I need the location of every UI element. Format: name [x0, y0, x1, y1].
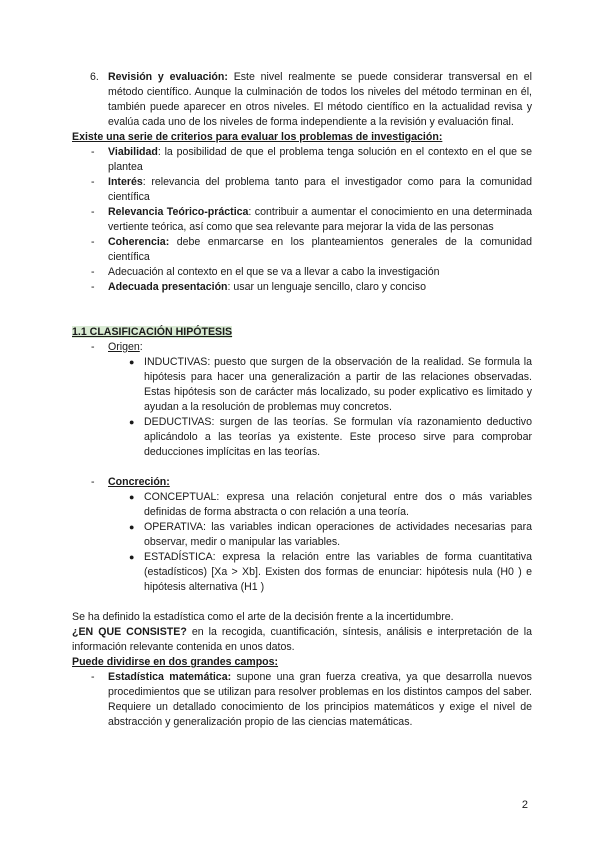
field-label: Estadística matemática: — [108, 671, 232, 683]
criteria-text: : relevancia del problema tanto para el investigador como para la comunidad científica — [108, 176, 532, 203]
concrecion-item-conceptual: ● CONCEPTUAL: expresa una relación conjetural entre dos o más variables definidas de forma abstracta o con relación a una teoría. — [129, 491, 532, 518]
origen-header: - Origen: — [91, 341, 143, 353]
concrecion-item-operativa: ● OPERATIVA: las variables indican operaciones de actividades necesarias para observar, medir o manipular las variables. — [129, 521, 532, 548]
page-number: 2 — [521, 799, 528, 811]
origen-item-inductivas: ● INDUCTIVAS: puesto que surgen de la observación de la realidad. Se formula la hipótesis para hacer una generalización a partir de las relaciones observadas. Estas hipótesis son de carácter más localizado, su poder explicativo es limitado y ayudan a la resolución de problemas muy concretos. — [129, 356, 532, 413]
concrecion-header: - Concreción: — [91, 476, 170, 488]
field-item-matematica: - Estadística matemática: supone una gran fuerza creativa, ya que desarrolla nuevos procedimientos que se utilizan para resolver problemas en los distintos campos del saber. Requiere un detallado conocimiento de los principios matemáticos y exige el nivel de abstracción y generalización propio de las ciencias matemáticas. — [91, 671, 532, 728]
statistics-question: ¿EN QUE CONSISTE? en la recogida, cuantificación, síntesis, análisis e interpretación de la información relevante contenida en unos datos. — [72, 626, 532, 653]
criteria-text: Adecuación al contexto en el que se va a llevar a cabo la investigación — [108, 266, 440, 278]
criteria-label: Relevancia Teórico-práctica — [108, 206, 249, 218]
origen-label: Origen — [108, 341, 140, 353]
criteria-text: : contribuir a aumentar el conocimiento en una determinada vertiente teórica, así como que sea relevante para mejorar la vida de las personas — [108, 206, 532, 233]
criteria-item-presentacion: - Adecuada presentación: usar un lenguaje sencillo, claro y conciso — [91, 281, 426, 293]
criteria-list — [72, 145, 532, 295]
item-text: Este nivel realmente se puede considerar transversal en el método científico. Aunque la culminación de todos los niveles del método terminan en él, también puede aparecer en otros niveles. El método científico en la actualidad revisa y evalúa cada uno de los niveles de forma independiente a la revisión y evaluación final. — [108, 71, 532, 128]
criteria-label: Interés — [108, 176, 143, 188]
criteria-text: debe enmarcarse en los planteamientos generales de la comunidad científica — [108, 236, 532, 263]
criteria-item-relevancia: - Relevancia Teórico-práctica: contribuir a aumentar el conocimiento en una determinada vertiente teórica, así como que sea relevante para mejorar la vida de las personas — [91, 206, 532, 233]
criteria-text: : la posibilidad de que el problema tenga solución en el contexto en el que se plantea — [108, 146, 532, 173]
question-label: ¿EN QUE CONSISTE? — [72, 626, 187, 638]
item-number: 6. — [90, 71, 99, 83]
criteria-item-interes: - Interés: relevancia del problema tanto para el investigador como para la comunidad científica — [91, 176, 532, 203]
criteria-text: : usar un lenguaje sencillo, claro y conciso — [227, 281, 426, 293]
item-title: Revisión y evaluación: — [108, 71, 228, 83]
origen-item-deductivas: ● DEDUCTIVAS: surgen de las teorías. Se formulan vía razonamiento deductivo aplicándolo a las teorías ya existente. Este proceso sirve para comprobar deducciones implícitas en las teorías. — [129, 416, 532, 458]
concrecion-label: Concreción: — [108, 476, 170, 488]
criteria-label: Coherencia: — [108, 236, 170, 248]
criteria-item-adecuacion: - Adecuación al contexto en el que se va a llevar a cabo la investigación — [91, 266, 440, 278]
fields-heading: Puede dividirse en dos grandes campos: — [72, 656, 279, 668]
section-title: 1.1 CLASIFICACIÓN HIPÓTESIS — [72, 326, 233, 338]
concrecion-item-estadistica: ● ESTADÍSTICA: expresa la relación entre las variables de forma cuantitativa (estadísticos) [Xa > Xb]. Existen dos formas de enunciar: hipótesis nula (H0 ) e hipótesis alternativa (H1 ) — [129, 551, 532, 593]
page-content — [72, 70, 532, 730]
statistics-definition: Se ha definido la estadística como el arte de la decisión frente a la incertidumbre. — [72, 611, 454, 623]
criteria-label: Viabilidad — [108, 146, 158, 158]
criteria-item-viabilidad: - Viabilidad: la posibilidad de que el problema tenga solución en el contexto en el que se plantea — [91, 146, 532, 173]
numbered-item-6 — [72, 70, 532, 130]
criteria-item-coherencia: - Coherencia: debe enmarcarse en los planteamientos generales de la comunidad científica — [91, 236, 532, 263]
criteria-heading: Existe una serie de criterios para evaluar los problemas de investigación: — [72, 131, 443, 143]
criteria-label: Adecuada presentación — [108, 281, 228, 293]
